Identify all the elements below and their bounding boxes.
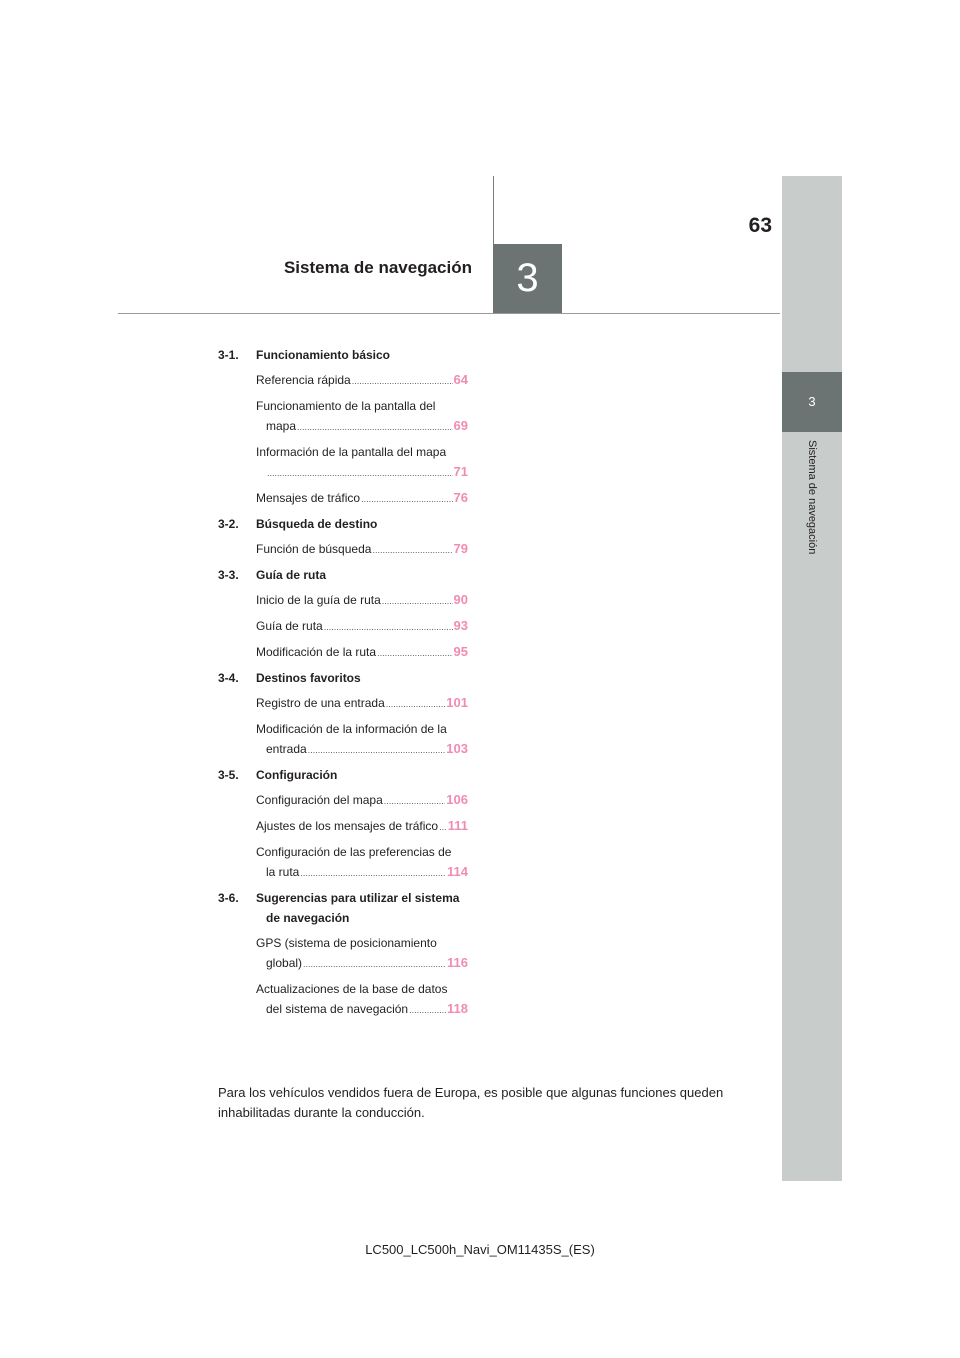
table-of-contents <box>218 345 468 1025</box>
toc-entry[interactable] <box>256 396 468 437</box>
toc-section-title-text: Funcionamiento básico <box>256 348 391 362</box>
toc-dot-leader <box>303 954 446 974</box>
toc-dot-leader <box>439 817 447 837</box>
toc-entry[interactable] <box>256 590 468 611</box>
toc-section-heading <box>218 765 468 785</box>
page-number: 63 <box>748 214 772 237</box>
toc-entry-text: Actualizaciones de la base de datos <box>256 982 448 996</box>
chapter-number-box: 3 <box>493 244 562 313</box>
toc-entry-line <box>256 842 468 862</box>
toc-entry-line <box>256 539 468 560</box>
toc-section-number: 3-3. <box>218 568 239 582</box>
toc-entry-text: GPS (sistema de posicionamiento <box>256 936 437 950</box>
toc-section-heading <box>218 514 468 534</box>
toc-dot-leader <box>384 791 446 811</box>
toc-section-title-text: Destinos favoritos <box>256 671 361 685</box>
toc-section-heading <box>218 345 468 365</box>
toc-section-number: 3-4. <box>218 671 239 685</box>
toc-entry-line <box>256 370 468 391</box>
toc-section <box>218 888 468 1020</box>
toc-entry-line <box>256 933 468 953</box>
toc-dot-leader <box>409 1000 446 1020</box>
toc-section-number: 3-1. <box>218 348 239 362</box>
toc-section-title <box>256 565 468 585</box>
toc-section-title-text: Sugerencias para utilizar el sistema <box>256 891 460 905</box>
toc-dot-leader <box>386 694 446 714</box>
chapter-title: Sistema de navegación <box>283 258 472 277</box>
toc-section <box>218 668 468 760</box>
toc-section-number: 3-2. <box>218 517 239 531</box>
toc-section-title <box>256 345 468 365</box>
toc-section-title-text: Guía de ruta <box>256 568 327 582</box>
note-text: Para los vehículos vendidos fuera de Europa, es posible que algunas funciones queden inhabilitadas durante la conducción. <box>218 1085 724 1120</box>
toc-entry-line <box>256 999 468 1020</box>
toc-dot-leader <box>267 463 453 483</box>
toc-entry-text: mapa <box>266 419 297 433</box>
toc-entry[interactable] <box>256 539 468 560</box>
toc-entry-line <box>256 979 468 999</box>
toc-dot-leader <box>324 617 453 637</box>
toc-entry[interactable] <box>256 816 468 837</box>
toc-section-title-continued: de navegación <box>266 911 350 925</box>
toc-entry-text: la ruta <box>266 865 300 879</box>
toc-entry[interactable] <box>256 842 468 883</box>
toc-section-title-text: Búsqueda de destino <box>256 517 378 531</box>
toc-entry-line <box>256 790 468 811</box>
toc-page-link[interactable]: 93 <box>453 618 468 633</box>
toc-section <box>218 345 468 509</box>
toc-page-link[interactable]: 106 <box>446 792 468 807</box>
toc-page-link[interactable]: 79 <box>453 541 468 556</box>
toc-entry[interactable] <box>256 370 468 391</box>
toc-section-title-text: Configuración <box>256 768 338 782</box>
toc-section-number: 3-6. <box>218 891 239 905</box>
toc-page-link[interactable]: 111 <box>447 818 468 833</box>
toc-dot-leader <box>361 489 452 509</box>
toc-section-number: 3-5. <box>218 768 239 782</box>
toc-dot-leader <box>300 863 446 883</box>
side-chapter-label-text: Sistema de navegación <box>806 440 818 555</box>
toc-entry-line <box>256 816 468 837</box>
toc-entry-text: Ajustes de los mensajes de tráfico <box>256 819 439 833</box>
toc-dot-leader <box>308 740 446 760</box>
toc-page-link[interactable]: 71 <box>453 464 468 479</box>
toc-entry-text: Mensajes de tráfico <box>256 491 361 505</box>
toc-entry-text: Función de búsqueda <box>256 542 372 556</box>
toc-section-heading <box>218 668 468 688</box>
toc-entry[interactable] <box>256 693 468 714</box>
toc-page-link[interactable]: 69 <box>453 418 468 433</box>
toc-entry-text: Configuración de las preferencias de <box>256 845 452 859</box>
toc-dot-leader <box>372 540 452 560</box>
toc-page-link[interactable]: 118 <box>447 1001 468 1016</box>
toc-entry-text: Registro de una entrada <box>256 696 385 710</box>
toc-page-link[interactable]: 101 <box>446 695 468 710</box>
toc-section <box>218 565 468 663</box>
toc-page-link[interactable]: 64 <box>453 372 468 387</box>
toc-section <box>218 765 468 883</box>
side-chapter-tab[interactable]: 3 <box>782 372 842 432</box>
toc-entry-text: Funcionamiento de la pantalla del <box>256 399 436 413</box>
toc-entry[interactable] <box>256 642 468 663</box>
toc-entry-line <box>256 488 468 509</box>
toc-entry-text: del sistema de navegación <box>266 1002 409 1016</box>
toc-entry-line <box>256 396 468 416</box>
toc-section-title <box>256 888 468 928</box>
toc-entry-line <box>256 442 468 462</box>
toc-section-title <box>256 668 468 688</box>
toc-section-heading <box>218 565 468 585</box>
toc-page-link[interactable]: 116 <box>447 955 468 970</box>
toc-page-link[interactable]: 90 <box>453 592 468 607</box>
toc-entry-text: Información de la pantalla del mapa <box>256 445 447 459</box>
toc-entry[interactable] <box>256 616 468 637</box>
toc-section-heading <box>218 888 468 928</box>
toc-entry-text: Configuración del mapa <box>256 793 383 807</box>
toc-dot-leader <box>382 591 453 611</box>
side-chapter-label <box>805 440 819 580</box>
toc-entry[interactable] <box>256 933 468 974</box>
toc-entry-line <box>256 739 468 760</box>
toc-entry-text: Modificación de la ruta <box>256 645 377 659</box>
toc-dot-leader <box>352 371 453 391</box>
toc-page-link[interactable]: 76 <box>453 490 468 505</box>
toc-page-link[interactable]: 95 <box>453 644 468 659</box>
toc-entry[interactable] <box>256 442 468 483</box>
toc-entry-line <box>256 590 468 611</box>
toc-entry-text: Referencia rápida <box>256 373 351 387</box>
toc-entry[interactable] <box>256 790 468 811</box>
toc-page-link[interactable]: 114 <box>447 864 468 879</box>
toc-entry[interactable] <box>256 979 468 1020</box>
toc-entry-text: Modificación de la información de la <box>256 722 447 736</box>
toc-entry-line <box>256 462 468 483</box>
toc-dot-leader <box>297 417 453 437</box>
header-rule <box>118 313 780 314</box>
toc-entry-text: Guía de ruta <box>256 619 323 633</box>
toc-entry-line <box>256 642 468 663</box>
toc-entry-line <box>256 862 468 883</box>
toc-entry-line <box>256 416 468 437</box>
toc-entry-text: global) <box>266 956 303 970</box>
toc-entry-text: entrada <box>266 742 307 756</box>
toc-entry-text: Inicio de la guía de ruta <box>256 593 381 607</box>
toc-page-link[interactable]: 103 <box>446 741 468 756</box>
footer-doc-id: LC500_LC500h_Navi_OM11435S_(ES) <box>365 1242 595 1257</box>
toc-entry-line <box>256 719 468 739</box>
toc-section-title <box>256 514 468 534</box>
toc-entry-line <box>256 953 468 974</box>
toc-entry-line <box>256 616 468 637</box>
toc-entry[interactable] <box>256 719 468 760</box>
toc-section <box>218 514 468 560</box>
side-strip <box>782 176 842 1181</box>
toc-dot-leader <box>377 643 452 663</box>
toc-entry[interactable] <box>256 488 468 509</box>
toc-entry-line <box>256 693 468 714</box>
toc-section-title <box>256 765 468 785</box>
